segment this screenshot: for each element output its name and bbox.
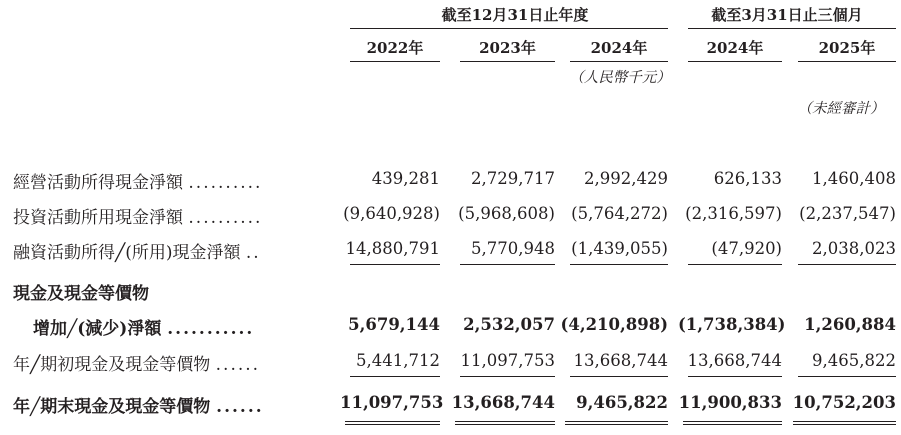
row-leader-dots: .. [245, 243, 261, 263]
double-rule-2022 [345, 421, 440, 425]
year-underline-2022 [350, 61, 440, 62]
value-cell: (4,210,898) [560, 315, 668, 334]
row-label-cash-heading [13, 279, 149, 304]
value-cell: 9,465,822 [812, 351, 896, 370]
row-label-closing-cash [13, 392, 264, 417]
value-cell: 5,770,948 [471, 239, 555, 258]
value-cell: 11,900,833 [678, 393, 782, 412]
row-label-operating [13, 168, 262, 193]
value-cell: 2,038,023 [812, 239, 896, 258]
value-cell: 626,133 [713, 169, 782, 188]
value-cell: 2,992,429 [584, 169, 668, 188]
header-year-2024: 2024年 [590, 39, 648, 57]
value-cell: 13,668,744 [573, 351, 668, 370]
header-group-three-months: 截至3月31日止三個月 [711, 6, 863, 24]
subtotal-rule-2024 [570, 264, 668, 265]
row-label-text: 現金及現金等價物 [13, 284, 149, 304]
year-underline-2024-q1 [688, 61, 782, 62]
row-label-financing [13, 238, 261, 263]
value-cell: 11,097,753 [340, 393, 444, 412]
unaudited-note: （未經審計） [797, 101, 885, 117]
value-cell: 11,097,753 [460, 351, 555, 370]
value-cell: 439,281 [371, 169, 440, 188]
unit-note: （人民幣千元） [569, 70, 671, 86]
value-cell: 5,441,712 [356, 351, 440, 370]
double-rule-2023 [455, 421, 555, 425]
value-cell: 14,880,791 [345, 239, 440, 258]
total-rule-2024 [570, 376, 668, 377]
row-label-text: 投資活動所用現金淨額 [13, 208, 183, 228]
row-label-text: 年╱期初現金及現金等價物 [13, 355, 211, 375]
value-cell: 2,729,717 [471, 169, 555, 188]
row-leader-dots: ........... [167, 319, 255, 339]
row-leader-dots: ...... [216, 397, 264, 417]
double-rule-2024 [565, 421, 668, 425]
row-label-investing [13, 203, 262, 228]
header-year-2025-q1: 2025年 [818, 39, 876, 57]
value-cell: 1,460,408 [812, 169, 896, 188]
row-leader-dots: .......... [188, 208, 263, 228]
value-cell: 10,752,203 [792, 393, 896, 412]
header-year-2023: 2023年 [479, 39, 536, 57]
year-underline-2023 [460, 61, 555, 62]
value-cell: (47,920) [711, 239, 782, 258]
total-rule-2022 [350, 376, 440, 377]
total-rule-2025-q1 [798, 376, 896, 377]
row-leader-dots: ...... [215, 355, 261, 375]
row-label-text: 經營活動所得現金淨額 [13, 173, 183, 193]
header-group-underline-1 [350, 28, 668, 29]
value-cell: 13,668,744 [451, 393, 555, 412]
subtotal-rule-2022 [350, 264, 440, 265]
row-label-net-change [33, 314, 254, 339]
row-label-text: 年╱期末現金及現金等價物 [13, 397, 211, 417]
total-rule-2023 [460, 376, 555, 377]
subtotal-rule-2025-q1 [798, 264, 896, 265]
value-cell: (9,640,928) [343, 204, 440, 223]
double-rule-2025-q1 [793, 421, 896, 425]
header-year-2022: 2022年 [366, 39, 424, 57]
total-rule-2024-q1 [688, 376, 782, 377]
value-cell: 5,679,144 [348, 315, 440, 334]
subtotal-rule-2023 [460, 264, 555, 265]
value-cell: (1,439,055) [571, 239, 668, 258]
row-label-opening-cash [13, 350, 260, 375]
value-cell: 2,532,057 [463, 315, 555, 334]
row-label-text: 融資活動所得╱(所用)現金淨額 [13, 243, 241, 263]
value-cell: (1,738,384) [678, 315, 786, 334]
double-rule-2024-q1 [683, 421, 782, 425]
subtotal-rule-2024-q1 [688, 264, 782, 265]
header-group-year-ended: 截至12月31日止年度 [441, 6, 589, 24]
row-leader-dots: .......... [188, 173, 263, 193]
header-group-underline-2 [688, 28, 896, 29]
year-underline-2024 [570, 61, 668, 62]
value-cell: 13,668,744 [687, 351, 782, 370]
value-cell: (5,968,608) [458, 204, 555, 223]
value-cell: 1,260,884 [804, 315, 896, 334]
year-underline-2025-q1 [798, 61, 896, 62]
value-cell: 9,465,822 [576, 393, 668, 412]
header-year-2024-q1: 2024年 [706, 39, 764, 57]
value-cell: (2,316,597) [685, 204, 782, 223]
value-cell: (2,237,547) [799, 204, 896, 223]
value-cell: (5,764,272) [571, 204, 668, 223]
row-label-text: 增加╱(減少)淨額 [33, 319, 162, 339]
